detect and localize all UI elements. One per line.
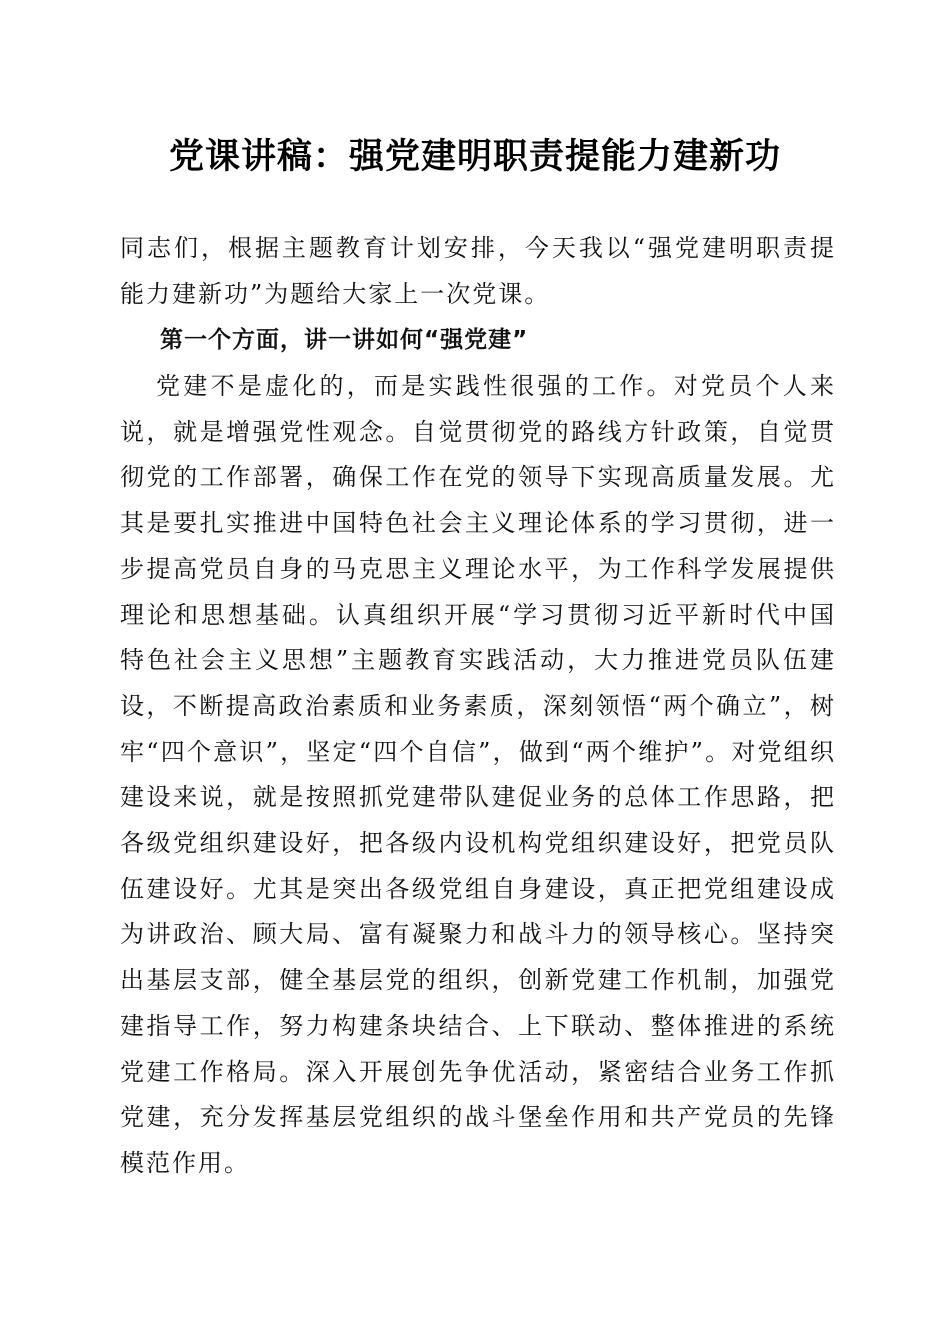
body-paragraph: 党建不是虚化的，而是实践性很强的工作。对党员个人来说，就是增强党性观念。自觉贯彻党的路线方针政策，自觉贯彻党的工作部署，确保工作在党的领导下实现高质量发展。尤其是要扎实推进中国特色社会主义理论体系的学习贯彻，进一步提高党员自身的马克思主义理论水平，为工作科学发展提供理论和思想基础。认真组织开展“学习贯彻习近平新时代中国特色社会主义思想”主题教育实践活动，大力推进党员队伍建设，不断提高政治素质和业务素质，深刻领悟“两个确立”，树牢“四个意识”，坚定“四个自信”，做到“两个维护”。对党组织建设来说，就是按照抓党建带队建促业务的总体工作思路，把各级党组织建设好，把各级内设机构党组织建设好，把党员队伍建设好。尤其是突出各级党组自身建设，真正把党组建设成为讲政治、顾大局、富有凝聚力和战斗力的领导核心。坚持突出基层支部，健全基层党的组织，创新党建工作机制，加强党建指导工作，努力构建条块结合、上下联动、整体推进的系统党建工作格局。深入开展创先争优活动，紧密结合业务工作抓党建，充分发挥基层党组织的战斗堡垒作用和共产党员的先锋模范作用。 [120, 372, 836, 1177]
section-heading: 第一个方面，讲一讲如何“强党建” [160, 327, 529, 353]
intro-paragraph: 同志们，根据主题教育计划安排，今天我以“强党建明职责提能力建新功”为题给大家上一次党课。 [120, 234, 836, 308]
document-title: 党课讲稿：强党建明职责提能力建新功 [168, 137, 781, 177]
